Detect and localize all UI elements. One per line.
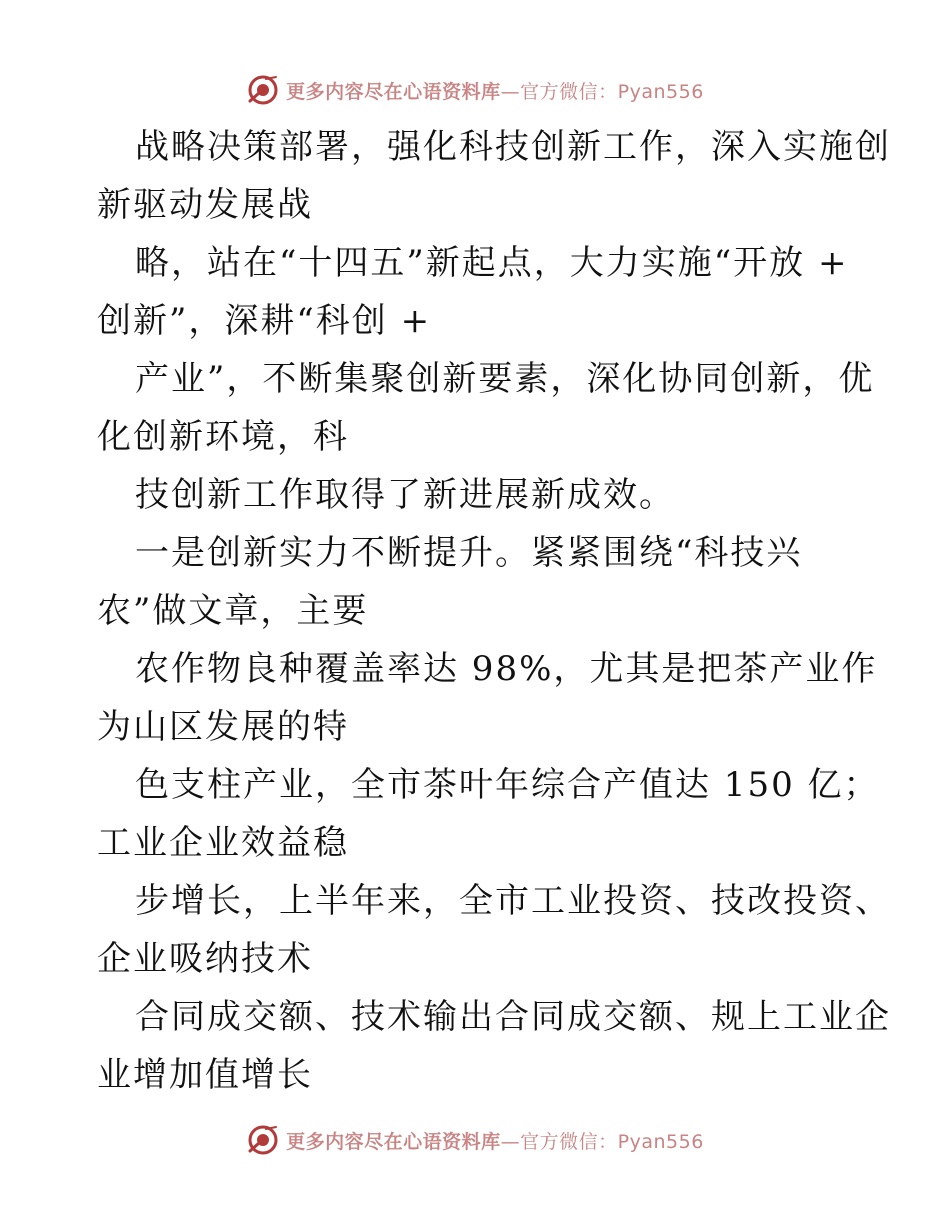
text-line: 一是创新实力不断提升。紧紧围绕“科技兴: [135, 533, 803, 573]
text-line: 技创新工作取得了新进展新成效。: [135, 475, 675, 515]
brand-logo-icon: [246, 1123, 280, 1157]
footer-watermark-banner: [0, 1122, 950, 1158]
text-line: 步增长，上半年来，全市工业投资、技改投资、: [135, 881, 891, 921]
text-line: 企业吸纳技术: [97, 939, 313, 979]
text-line: 工业企业效益稳: [97, 823, 349, 863]
text-line: 业增加值增长: [97, 1055, 313, 1095]
text-line: 新驱动发展战: [97, 185, 313, 225]
header-watermark-banner: [0, 72, 950, 108]
watermark-contact: —官方微信：Pyan556: [500, 80, 704, 103]
text-line: 农”做文章，主要: [97, 591, 369, 631]
watermark-text: [286, 77, 704, 104]
text-line: 略，站在“十四五”新起点，大力实施“开放 +: [135, 243, 849, 283]
text-line: 战略决策部署，强化科技创新工作，深入实施创: [135, 127, 891, 167]
text-line: 农作物良种覆盖率达 98%，尤其是把茶产业作: [135, 649, 878, 689]
watermark-contact: —官方微信：Pyan556: [500, 1130, 704, 1153]
text-line: 产业”，不断集聚创新要素，深化协同创新，优: [135, 359, 875, 399]
text-line: 色支柱产业，全市茶叶年综合产值达 150 亿；: [135, 765, 880, 805]
document-body: [97, 118, 891, 1104]
text-line: 为山区发展的特: [97, 707, 349, 747]
watermark-brand: 更多内容尽在心语资料库: [286, 1130, 501, 1153]
watermark-brand: 更多内容尽在心语资料库: [286, 80, 501, 103]
text-line: 合同成交额、技术输出合同成交额、规上工业企: [135, 997, 891, 1037]
watermark-text: [286, 1127, 704, 1154]
text-line: 创新”，深耕“科创 +: [97, 301, 432, 341]
text-line: 化创新环境，科: [97, 417, 349, 457]
brand-logo-icon: [246, 73, 280, 107]
